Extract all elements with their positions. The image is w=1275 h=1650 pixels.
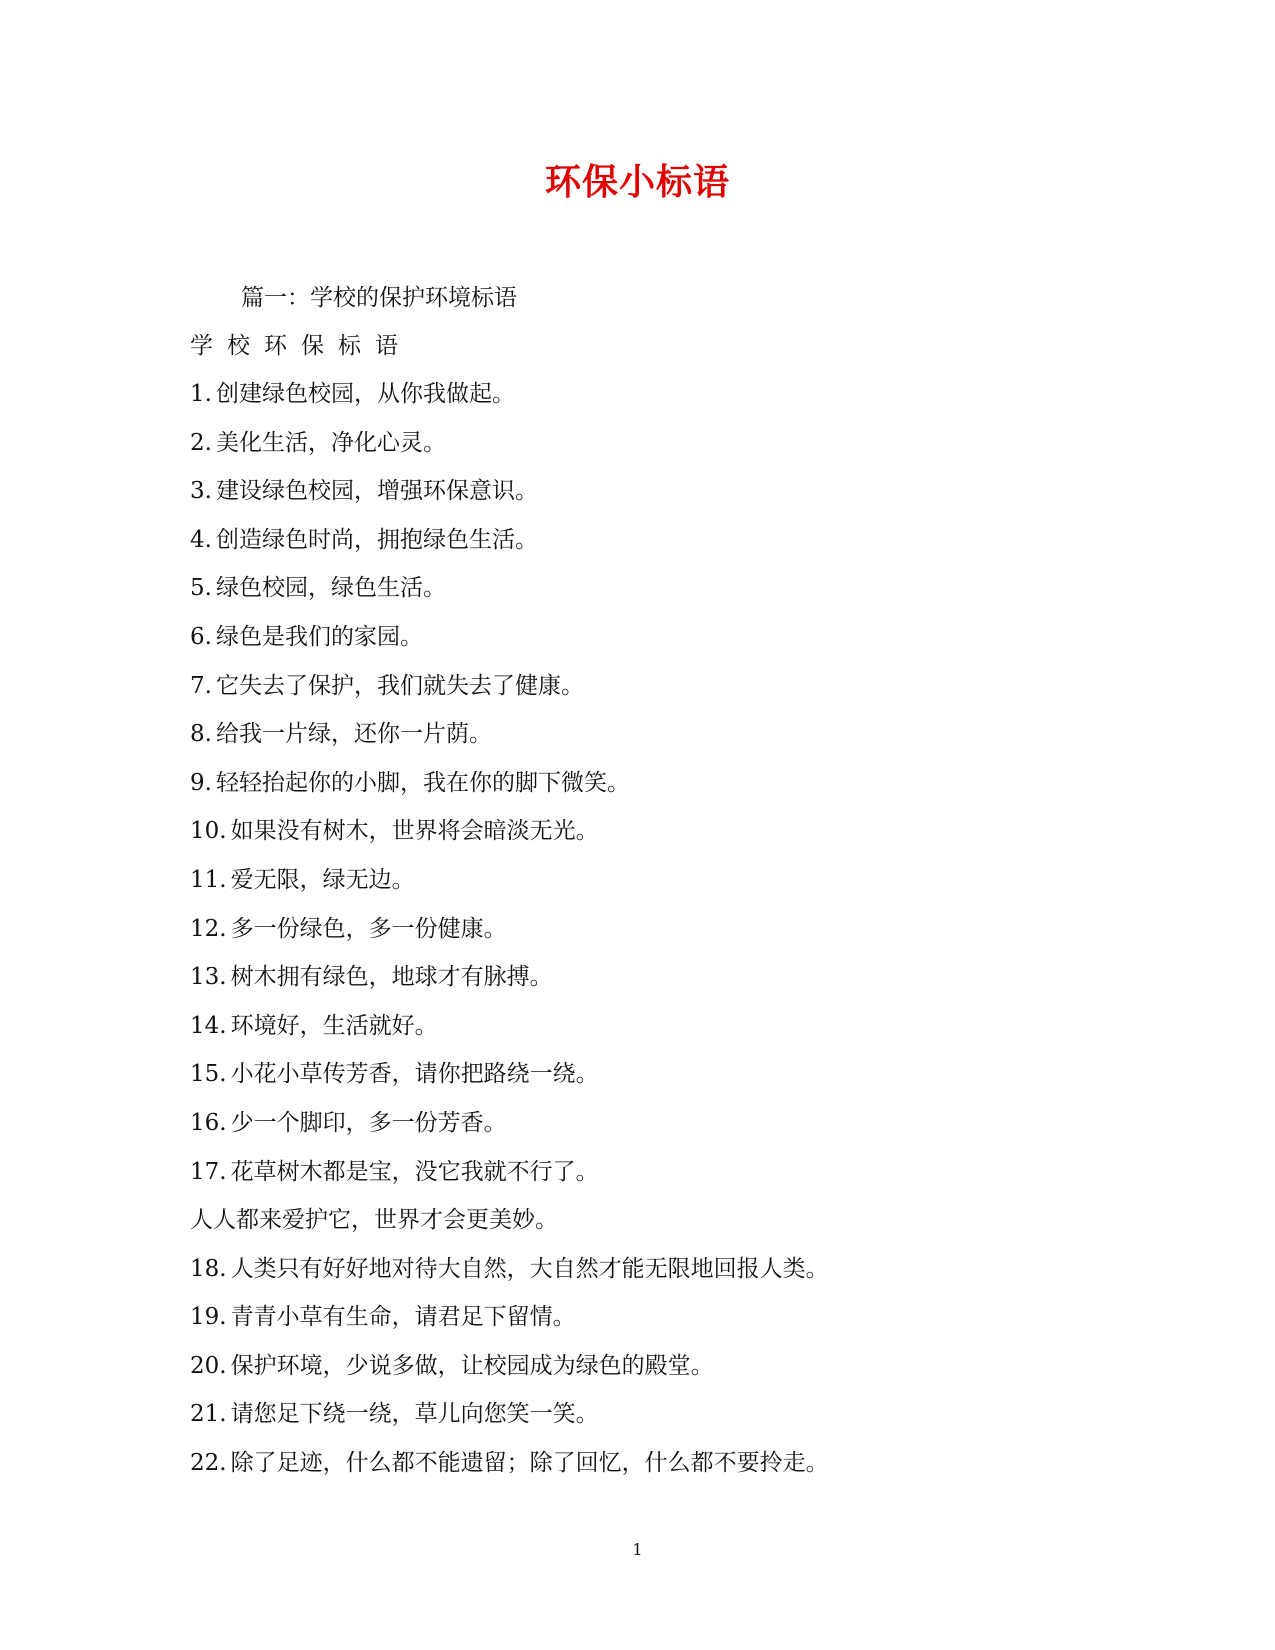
slogan-list	[190, 379, 829, 1497]
list-item	[190, 1108, 829, 1157]
item-text: 少一个脚印，多一份芳香。	[230, 1109, 507, 1136]
item-text: 环境好，生活就好。	[230, 1012, 438, 1039]
item-text: 美化生活，净化心灵。	[215, 429, 446, 456]
item-number: 18.	[190, 1255, 227, 1282]
list-item	[190, 525, 829, 574]
item-number: 21.	[190, 1401, 227, 1428]
list-item	[190, 1351, 829, 1400]
item-text: 请您足下绕一绕，草儿向您笑一笑。	[230, 1401, 599, 1428]
list-item	[190, 622, 829, 671]
item-number: 17.	[190, 1158, 227, 1185]
list-item	[190, 1302, 829, 1351]
list-item	[190, 1059, 829, 1108]
list-item	[190, 379, 829, 428]
item-number: 6.	[190, 623, 212, 650]
item-number: 3.	[190, 478, 212, 505]
item-number: 1.	[190, 381, 212, 407]
sub-heading: 学校环保标语	[190, 333, 412, 359]
list-item	[190, 914, 829, 963]
list-item	[190, 671, 829, 720]
item-text: 给我一片绿，还你一片荫。	[215, 721, 492, 748]
section-heading: 篇一：学校的保护环境标语	[241, 285, 517, 311]
list-item	[190, 476, 829, 525]
item-number: 15.	[190, 1061, 227, 1088]
list-item	[190, 573, 829, 622]
item-text: 人人都来爱护它，世界才会更美妙。	[190, 1207, 558, 1234]
item-text: 保护环境，少说多做，让校园成为绿色的殿堂。	[230, 1352, 714, 1379]
item-text: 多一份绿色，多一份健康。	[230, 915, 507, 942]
item-text: 如果没有树木，世界将会暗淡无光。	[230, 818, 599, 845]
item-text: 创建绿色校园，从你我做起。	[215, 381, 515, 407]
page-number: 1	[632, 1540, 643, 1559]
list-item-continuation	[190, 1205, 829, 1254]
item-number: 20.	[190, 1352, 227, 1379]
item-number: 19.	[190, 1304, 227, 1331]
list-item	[190, 719, 829, 768]
item-number: 13.	[190, 964, 227, 991]
item-number: 16.	[190, 1109, 227, 1136]
list-item	[190, 1157, 829, 1206]
list-item	[190, 1448, 829, 1497]
list-item	[190, 1399, 829, 1448]
item-number: 10.	[190, 818, 227, 845]
item-text: 绿色校园，绿色生活。	[215, 575, 446, 602]
item-number: 9.	[190, 769, 212, 796]
item-text: 轻轻抬起你的小脚，我在你的脚下微笑。	[215, 769, 630, 796]
item-number: 22.	[190, 1450, 227, 1477]
list-item	[190, 1254, 829, 1303]
list-item	[190, 768, 829, 817]
item-text: 树木拥有绿色，地球才有脉搏。	[230, 964, 553, 991]
item-number: 5.	[190, 575, 212, 602]
item-text: 青青小草有生命，请君足下留情。	[230, 1304, 576, 1331]
item-text: 它失去了保护，我们就失去了健康。	[215, 672, 584, 699]
item-number: 8.	[190, 721, 212, 748]
list-item	[190, 962, 829, 1011]
item-text: 建设绿色校园，增强环保意识。	[215, 478, 538, 505]
list-item	[190, 865, 829, 914]
item-text: 创造绿色时尚，拥抱绿色生活。	[215, 526, 538, 553]
item-text: 花草树木都是宝，没它我就不行了。	[230, 1158, 599, 1185]
list-item	[190, 1011, 829, 1060]
page-title: 环保小标语	[544, 161, 730, 203]
list-item	[190, 816, 829, 865]
item-text: 爱无限，绿无边。	[230, 866, 415, 893]
list-item	[190, 428, 829, 477]
item-text: 绿色是我们的家园。	[215, 623, 423, 650]
item-number: 7.	[190, 672, 212, 699]
item-text: 小花小草传芳香，请你把路绕一绕。	[230, 1061, 599, 1088]
item-text: 人类只有好好地对待大自然，大自然才能无限地回报人类。	[230, 1255, 829, 1282]
item-text: 除了足迹，什么都不能遗留；除了回忆，什么都不要拎走。	[230, 1450, 829, 1477]
item-number: 12.	[190, 915, 227, 942]
item-number: 11.	[190, 866, 227, 893]
item-number: 4.	[190, 526, 212, 553]
item-number: 2.	[190, 429, 212, 456]
item-number: 14.	[190, 1012, 227, 1039]
